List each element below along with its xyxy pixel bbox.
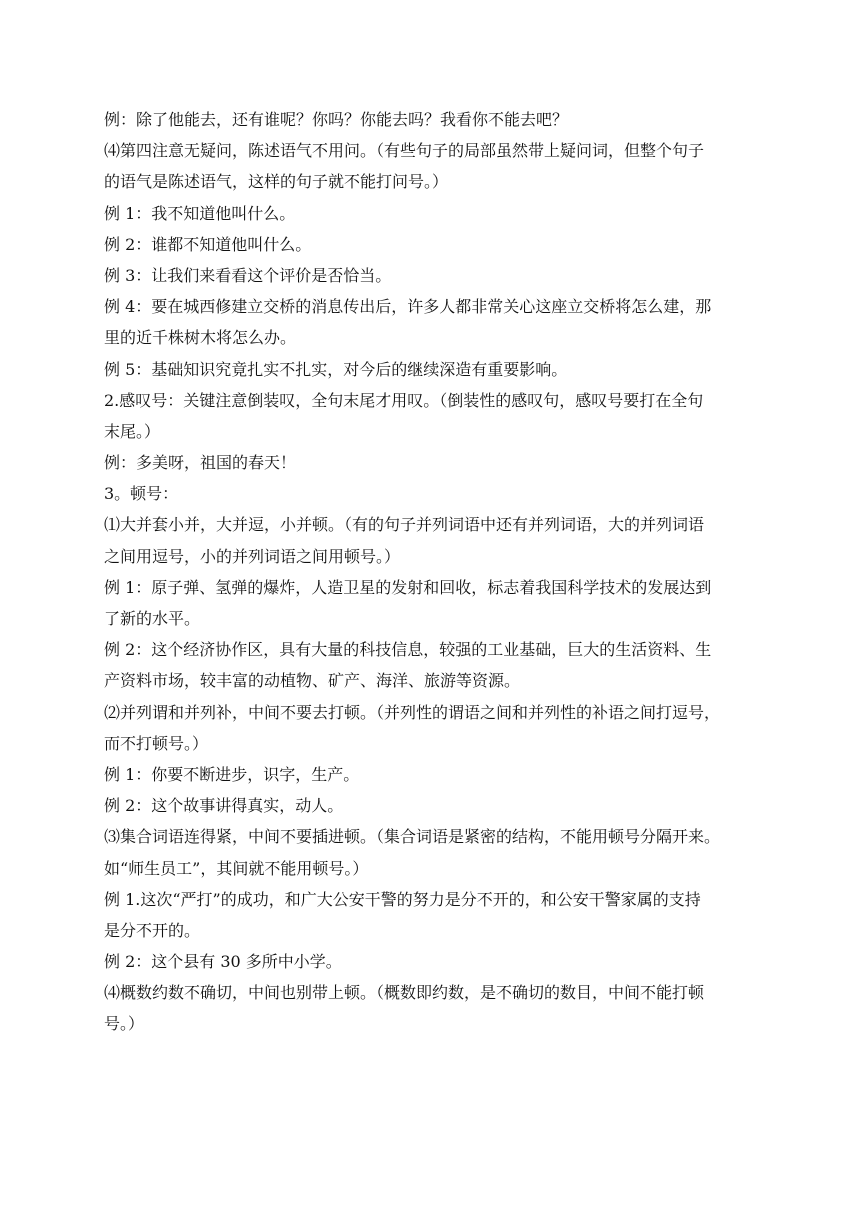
text-line: 例 1：你要不断进步，识字，生产。 [104, 764, 360, 784]
text-line: 例 1：我不知道他叫什么。 [104, 203, 296, 223]
text-line: ⑵并列谓和并列补，中间不要去打顿。（并列性的谓语之间和并列性的补语之间打逗号， [104, 702, 721, 722]
text-line: 例 2：谁都不知道他叫什么。 [104, 234, 312, 254]
text-line: 例 2：这个经济协作区，具有大量的科技信息，较强的工业基础，巨大的生活资料、生 [104, 640, 712, 660]
text-line: ⑷概数约数不确切，中间也别带上顿。（概数即约数，是不确切的数目，中间不能打顿 [104, 983, 705, 1003]
text-line: ⑷第四注意无疑问，陈述语气不用问。（有些句子的局部虽然带上疑问词，但整个句子 [104, 141, 705, 161]
text-line: 里的近千株树木将怎么办。 [104, 328, 297, 348]
text-line: 例 5：基础知识究竟扎实不扎实，对今后的继续深造有重要影响。 [104, 359, 568, 379]
text-line: 是分不开的。 [104, 920, 201, 940]
text-line: 例 4：要在城西修建立交桥的消息传出后，许多人都非常关心这座立交桥将怎么建，那 [104, 297, 712, 317]
text-line: 例 2：这个县有 30 多所中小学。 [104, 952, 342, 972]
text-line: 号。） [104, 1014, 145, 1034]
text-line: 例：除了他能去，还有谁呢？你吗？你能去吗？我看你不能去吧？ [104, 110, 569, 129]
text-line: 例 3：让我们来看看这个评价是否恰当。 [104, 265, 392, 285]
text-line: 例：多美呀，祖国的春天！ [104, 453, 297, 473]
document-body [104, 104, 772, 1040]
text-line: 末尾。） [104, 421, 161, 441]
text-line: 例 2：这个故事讲得真实，动人。 [104, 796, 344, 816]
text-line: 例 1：原子弹、氢弹的爆炸，人造卫星的发射和回收，标志着我国科学技术的发展达到 [104, 577, 712, 597]
text-line: 3。顿号： [104, 484, 179, 504]
text-line: 之间用逗号，小的并列词语之间用顿号。） [104, 546, 401, 566]
text-line: 2.感叹号：关键注意倒装叹，全句末尾才用叹。（倒装性的感叹句，感叹号要打在全句 [104, 390, 704, 410]
text-line: ⑶集合词语连得紧，中间不要插进顿。（集合词语是紧密的结构，不能用顿号分隔开来。 [104, 827, 721, 847]
text-line: 了新的水平。 [104, 609, 201, 628]
text-line: 产资料市场，较丰富的动植物、矿产、海洋、旅游等资源。 [104, 671, 521, 691]
text-line: 而不打顿号。） [104, 733, 209, 753]
text-line: ⑴大并套小并，大并逗，小并顿。（有的句子并列词语中还有并列词语，大的并列词语 [104, 515, 705, 535]
text-line: 如“师生员工”，其间就不能用顿号。） [104, 858, 369, 878]
text-line: 的语气是陈述语气，这样的句子就不能打问号。） [104, 172, 449, 192]
text-line: 例 1.这次“严打”的成功，和广大公安干警的努力是分不开的，和公安干警家属的支持 [104, 889, 701, 909]
